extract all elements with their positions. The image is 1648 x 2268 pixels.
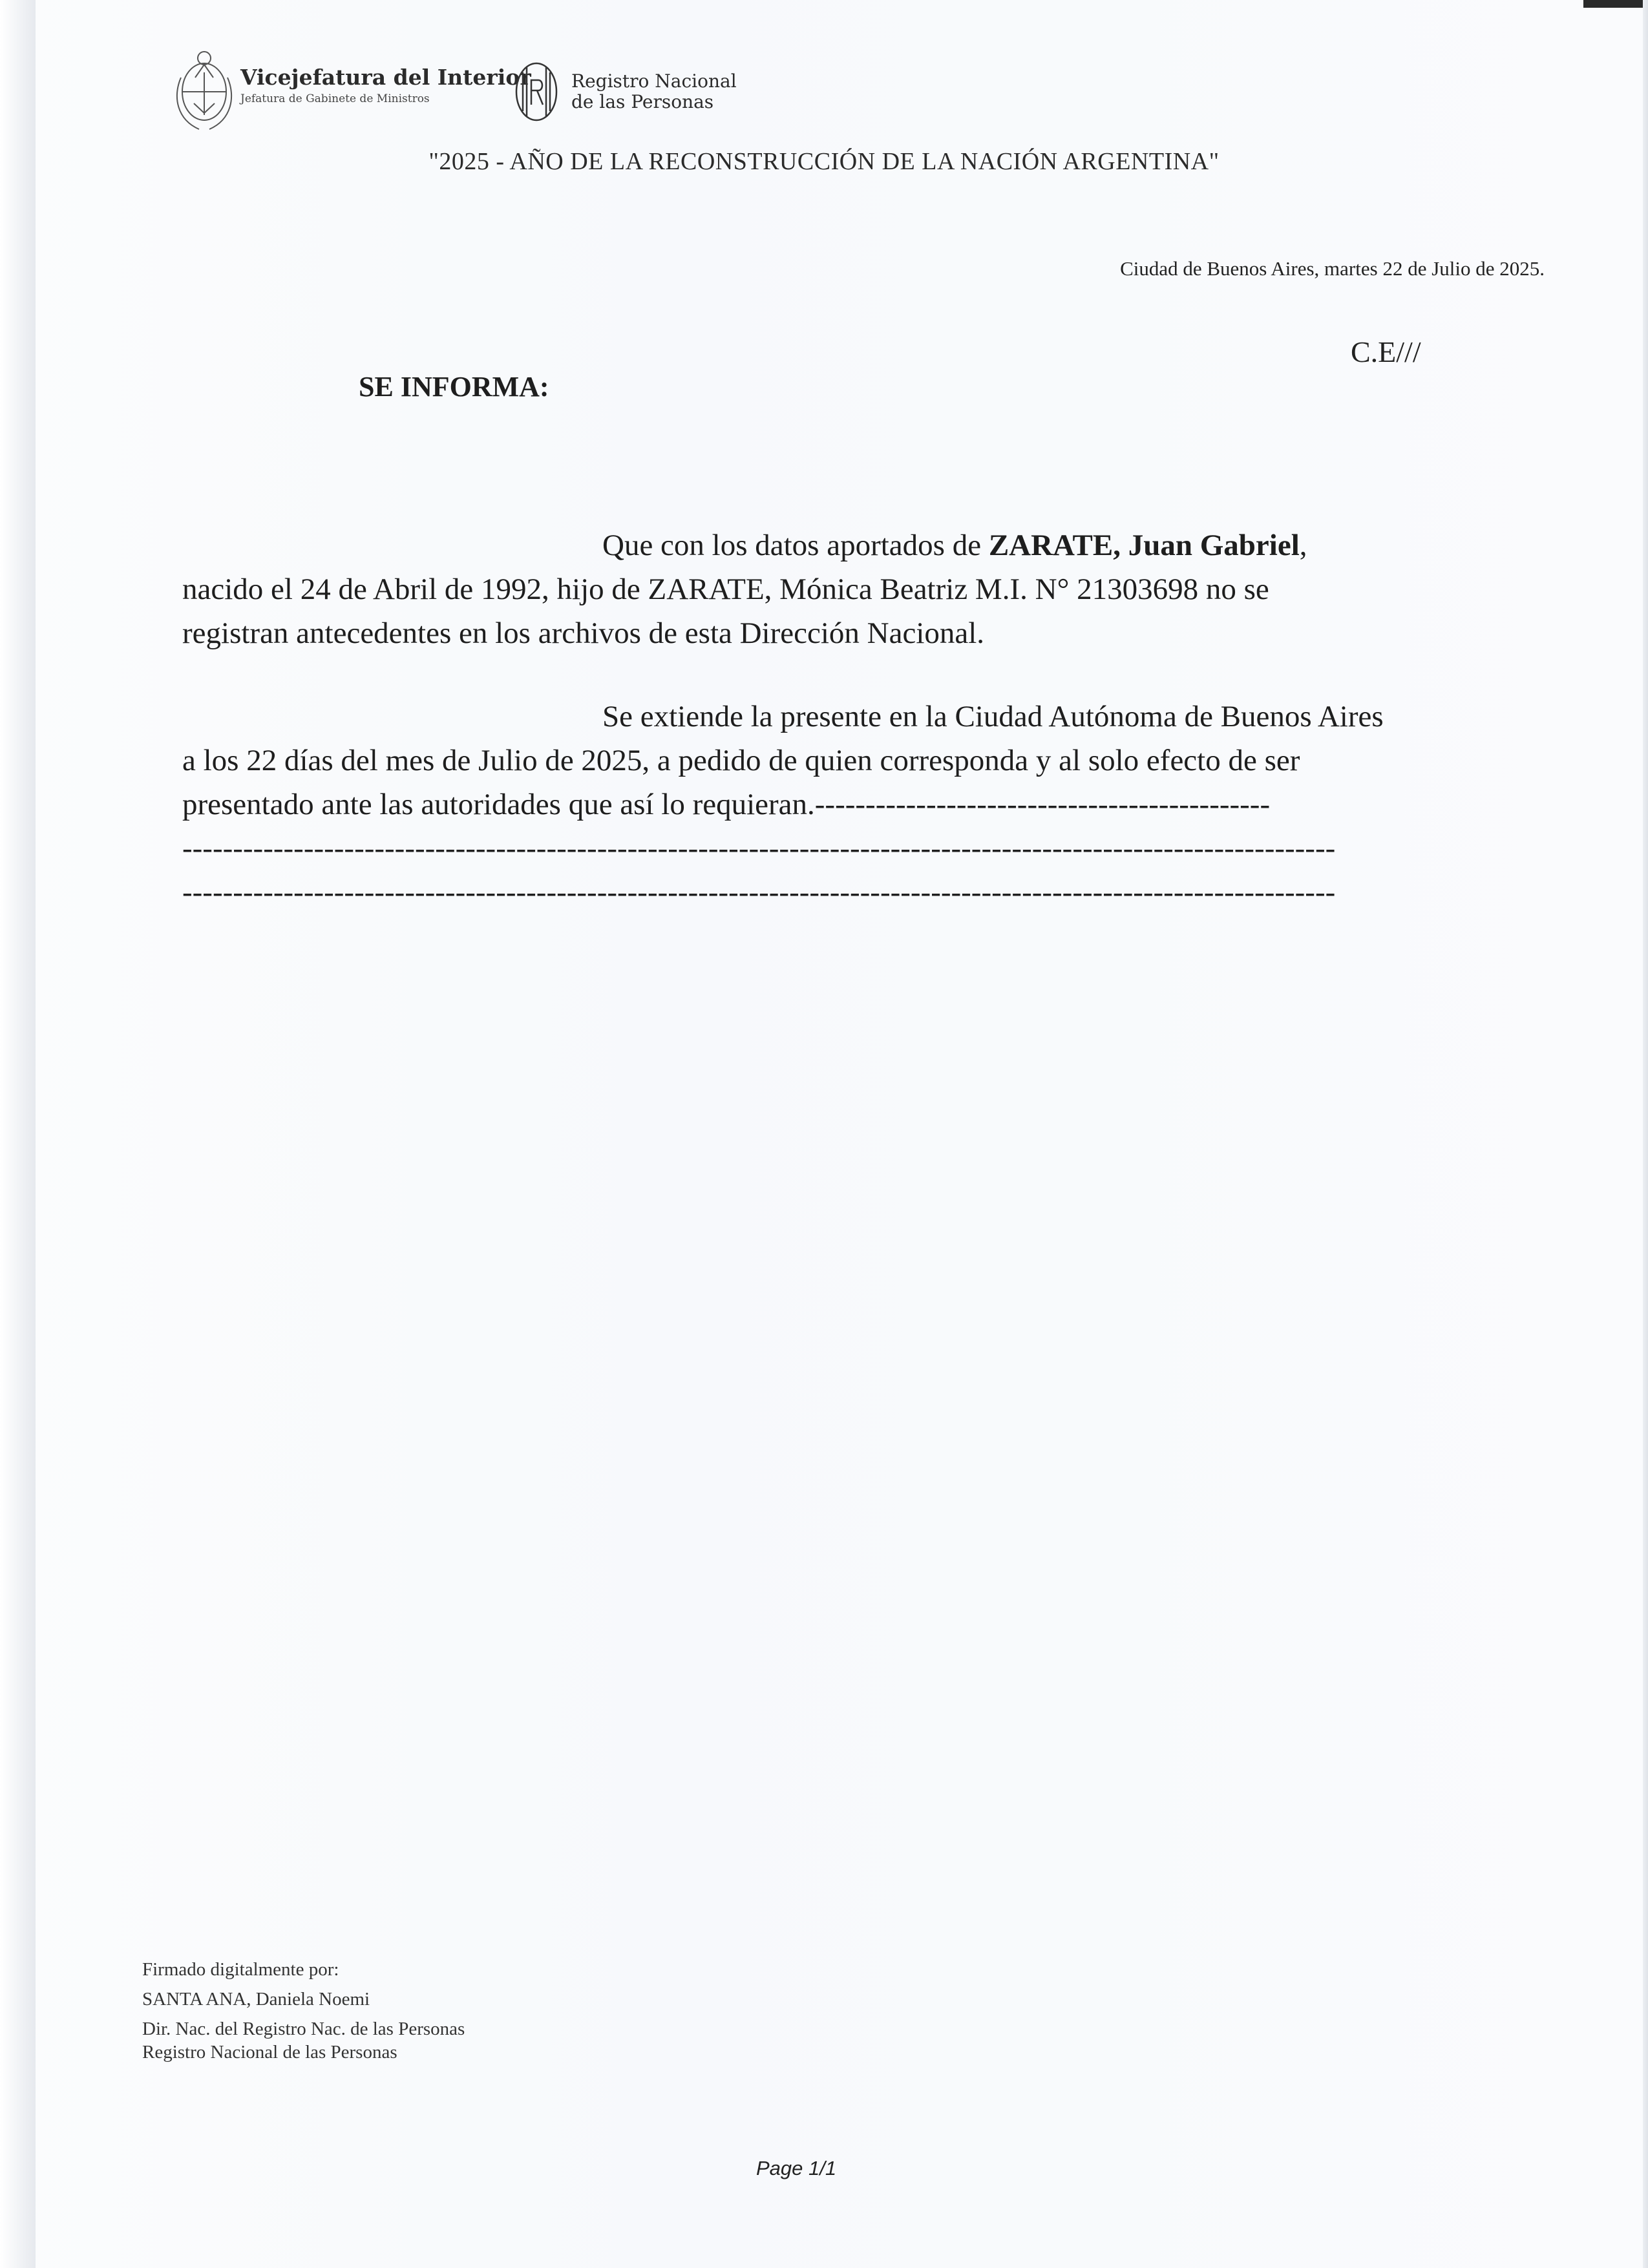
reference-code: C.E/// bbox=[1351, 335, 1421, 368]
logo2-line1: Registro Nacional bbox=[571, 70, 737, 92]
paragraph-1-line-2: nacido el 24 de Abril de 1992, hijo de ZARATE, Mónica Beatriz M.I. N° 21303698 no se bbox=[182, 572, 1269, 606]
renaper-logo-icon bbox=[514, 59, 559, 124]
signer-name: SANTA ANA, Daniela Noemi bbox=[142, 1989, 370, 2010]
paragraph-2-line-1-text: Se extiende la presente en la Ciudad Autónoma de Buenos Aires bbox=[602, 700, 1384, 733]
paragraph-2-line-2: a los 22 días del mes de Julio de 2025, a pedido de quien corresponda y al solo efecto de ser bbox=[182, 744, 1300, 777]
paragraph-2 bbox=[182, 695, 1520, 914]
logo1-text bbox=[240, 65, 531, 105]
logo2-line2: de las Personas bbox=[571, 91, 714, 112]
paragraph-1-suffix: , bbox=[1299, 529, 1307, 562]
scan-left-edge bbox=[0, 0, 36, 2268]
logo1-subtitle: Jefatura de Gabinete de Ministros bbox=[240, 92, 430, 105]
logo2-text bbox=[571, 71, 737, 112]
paragraph-1-prefix: Que con los datos aportados de bbox=[602, 529, 989, 562]
signer-office: Registro Nacional de las Personas bbox=[142, 2042, 397, 2063]
paragraph-2-line-3: presentado ante las autoridades que así lo requieran.--------------------------------------------- bbox=[182, 788, 1271, 821]
dash-line-2: ------------------------------------------------------------------------------------------------------------------ bbox=[182, 876, 1336, 909]
signer-position: Dir. Nac. del Registro Nac. de las Personas bbox=[142, 2019, 465, 2039]
digital-signature bbox=[142, 1958, 465, 2064]
document-heading: SE INFORMA: bbox=[359, 371, 549, 403]
signature-label: Firmado digitalmente por: bbox=[142, 1959, 339, 1980]
subject-name: ZARATE, Juan Gabriel bbox=[988, 529, 1300, 562]
paragraph-1-line-1 bbox=[182, 523, 1520, 567]
year-motto: "2025 - AÑO DE LA RECONSTRUCCIÓN DE LA NACIÓN ARGENTINA" bbox=[428, 148, 1220, 175]
place-date: Ciudad de Buenos Aires, martes 22 de Julio de 2025. bbox=[1120, 257, 1545, 280]
paragraph-1-line-3: registran antecedentes en los archivos de esta Dirección Nacional. bbox=[182, 616, 985, 650]
scan-top-edge bbox=[1583, 0, 1648, 8]
logo1-title: Vicejefatura del Interior bbox=[240, 65, 531, 90]
paragraph-2-line-1 bbox=[182, 695, 1520, 739]
scan-right-edge bbox=[1643, 0, 1648, 2268]
dash-line-1: ------------------------------------------------------------------------------------------------------------------ bbox=[182, 832, 1336, 865]
page-number: Page 1/1 bbox=[756, 2157, 837, 2179]
coat-of-arms-icon bbox=[169, 39, 239, 136]
paragraph-1 bbox=[182, 523, 1520, 655]
